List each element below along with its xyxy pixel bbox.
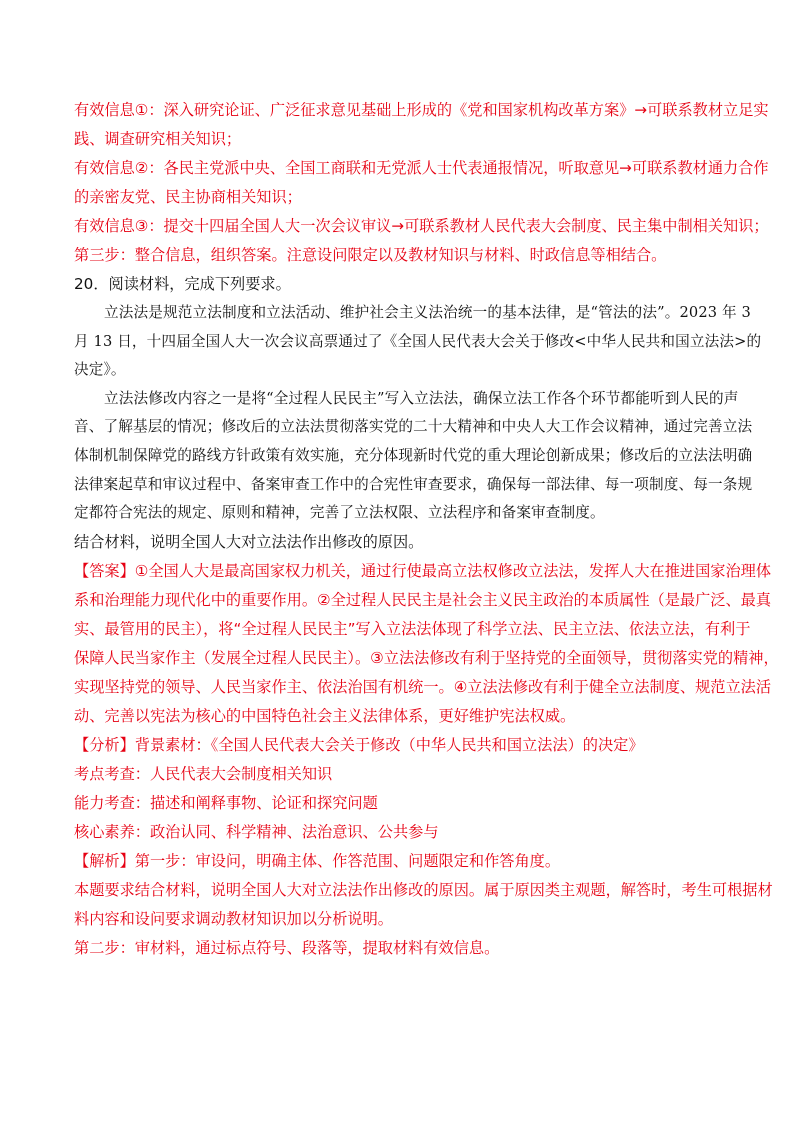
material-line: 音、了解基层的情况；修改后的立法法贯彻落实党的二十大精神和中央人大工作会议精神，通过完善立法 <box>74 418 753 436</box>
explanation-line: 料内容和设问要求调动教材知识加以分析说明。 <box>74 909 393 928</box>
answer-line: 保障人民当家作主（发展全过程人民民主）。③立法法修改有利于坚持党的全面领导，贯彻落实党的精神， <box>74 648 779 667</box>
material-line: 定都符合宪法的规定、原则和精神，完善了立法权限、立法程序和备案审查制度。 <box>74 504 605 522</box>
text-line: 有效信息①：深入研究论证、广泛征求意见基础上形成的《党和国家机构改革方案》→可联系教材立足实 <box>74 101 769 119</box>
answer-line: 动、完善以宪法为核心的中国特色社会主义法律体系，更好维护宪法权威。 <box>74 706 576 725</box>
analysis-line: 能力考查：描述和阐释事物、论证和探究问题 <box>74 793 378 812</box>
answer-line: 实、最管用的民主），将“全过程人民民主”写入立法法体现了科学立法、民主立法、依法立法，有利于 <box>74 619 751 638</box>
analysis-line: 【分析】背景素材：《全国人民代表大会关于修改（中华人民共和国立法法）的决定》 <box>74 735 644 754</box>
text-line: 有效信息③：提交十四届全国人大一次会议审议→可联系教材人民代表大会制度、民主集中制相关知识； <box>74 217 769 235</box>
material-line: 立法法修改内容之一是将“全过程人民民主”写入立法法，确保立法工作各个环节都能听到人民的声 <box>104 389 739 407</box>
material-line: 决定》。 <box>74 361 126 379</box>
text-line: 的亲密友党、民主协商相关知识； <box>74 188 302 206</box>
text-line: 践、调查研究相关知识； <box>74 130 242 148</box>
answer-section <box>74 557 779 731</box>
answer-line: 【答案】①全国人大是最高国家权力机关，通过行使最高立法权修改立法法，发挥人大在推进国家治理体 <box>74 561 772 580</box>
material-line: 体制机制保障党的路线方针政策有效实施，充分体现新时代党的重大理论创新成果；修改后的立法法明确 <box>74 446 753 464</box>
answer-line: 系和治理能力现代化中的重要作用。②全过程人民民主是社会主义民主政治的本质属性（是最广泛、最真 <box>74 590 772 609</box>
question-prompt: 结合材料，说明全国人大对立法法作出修改的原因。 <box>74 532 424 551</box>
analysis-line: 考点考查：人民代表大会制度相关知识 <box>74 764 333 783</box>
explanation-line: 本题要求结合材料，说明全国人大对立法法作出修改的原因。属于原因类主观题，解答时，考生可根据材 <box>74 880 773 899</box>
explanation-line: 【解析】第一步：审设问，明确主体、作答范围、问题限定和作答角度。 <box>74 851 560 870</box>
material-line: 立法法是规范立法制度和立法活动、维护社会主义法治统一的基本法律，是“管法的法”。2023 年 3 <box>104 304 751 321</box>
analysis-line: 核心素养：政治认同、科学精神、法治意识、公共参与 <box>74 822 439 841</box>
text-line: 有效信息②：各民主党派中央、全国工商联和无党派人士代表通报情况，听取意见→可联系教材通力合作 <box>74 159 769 177</box>
material-line: 法律案起草和审议过程中、备案审查工作中的合宪性审查要求，确保每一部法律、每一项制度、每一条规 <box>74 475 753 493</box>
text-line: 第三步：整合信息，组织答案。注意设问限定以及教材知识与材料、时政信息等相结合。 <box>74 246 667 264</box>
answer-line: 实现坚持党的领导、人民当家作主、依法治国有机统一。④立法法修改有利于健全立法制度、规范立法活 <box>74 677 772 696</box>
previous-section <box>74 96 769 270</box>
explanation-line: 第二步：审材料，通过标点符号、段落等，提取材料有效信息。 <box>74 938 500 957</box>
analysis-section <box>74 731 728 847</box>
explanation-section <box>74 847 773 963</box>
question-heading: 20．阅读材料，完成下列要求。 <box>74 275 291 293</box>
material-line: 月 13 日，十四届全国人大一次会议高票通过了《全国人民代表大会关于修改<中华人民共和国立法法>的 <box>74 332 762 350</box>
reading-material <box>74 299 762 528</box>
